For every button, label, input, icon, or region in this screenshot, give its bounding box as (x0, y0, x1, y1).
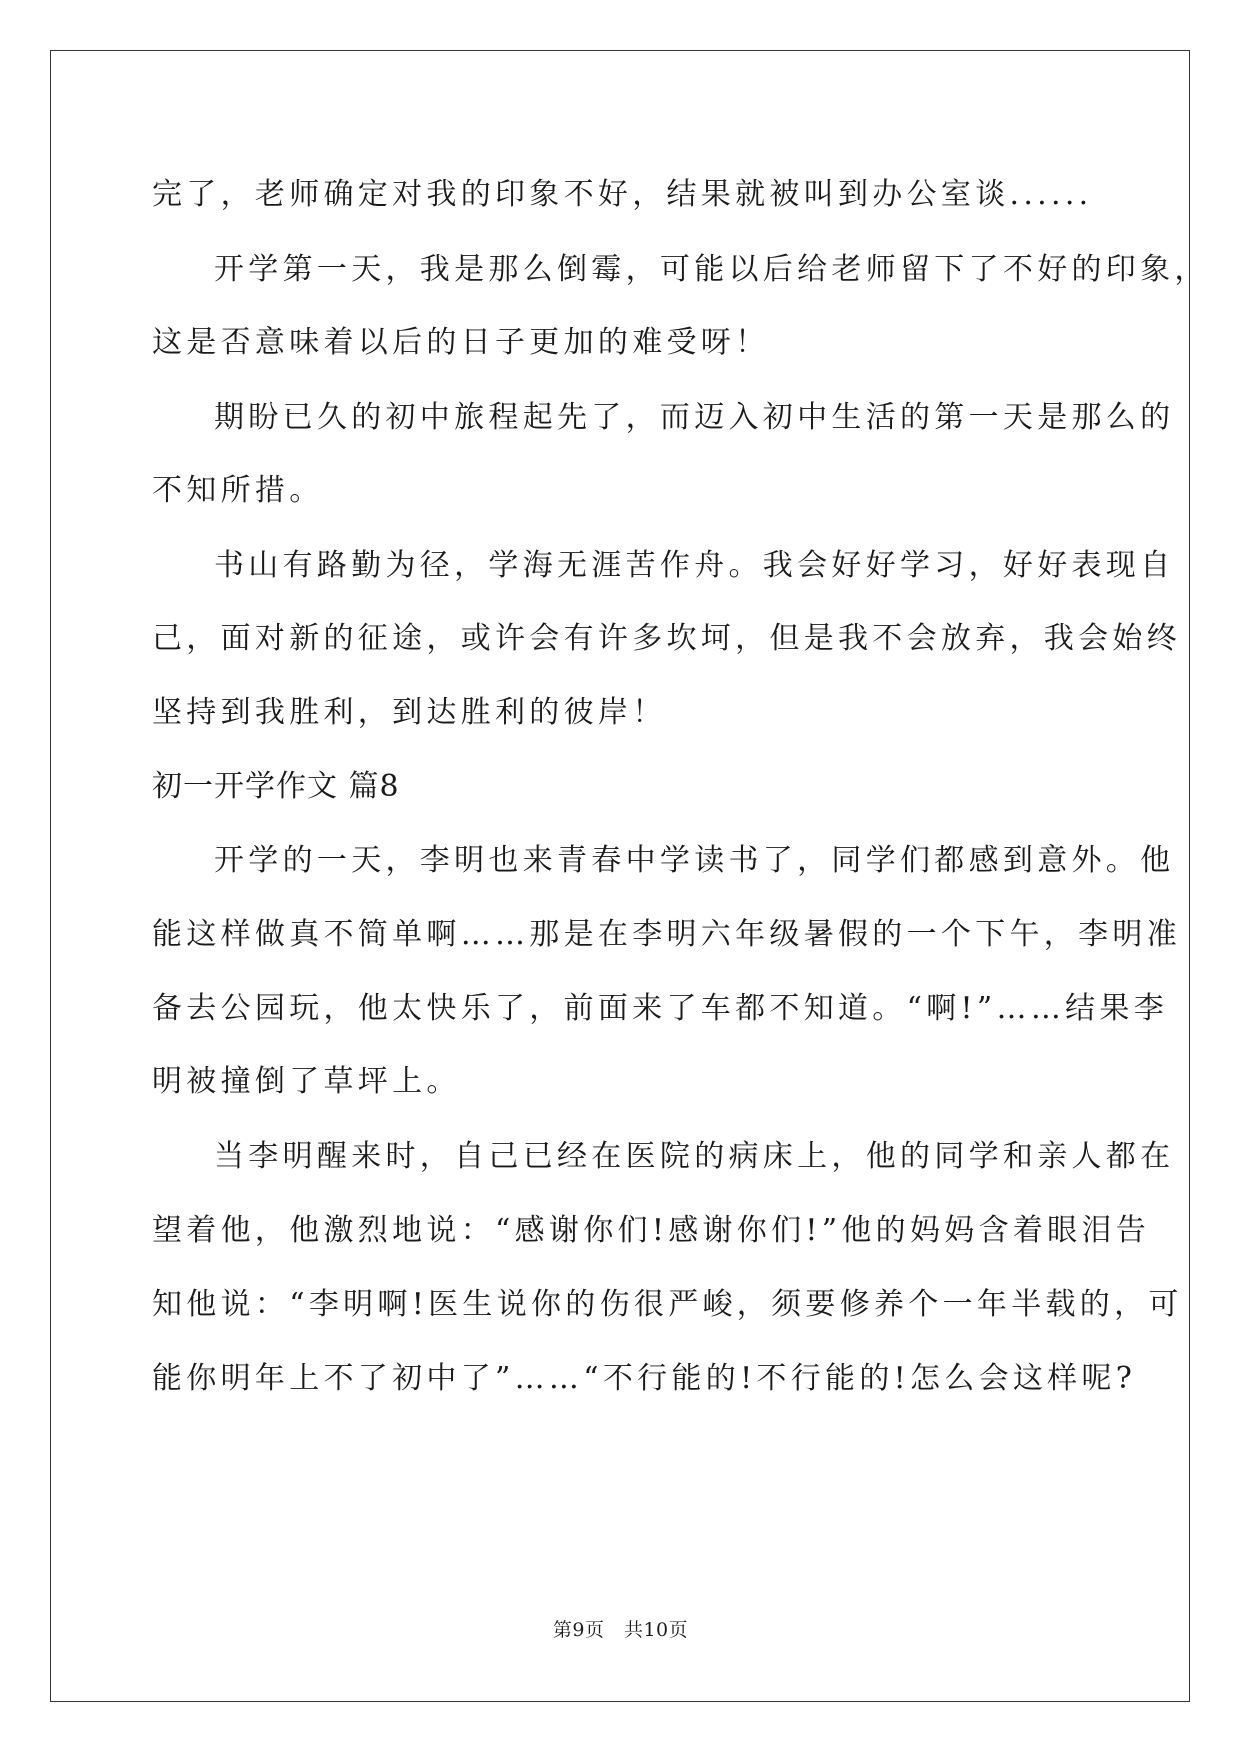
text-line-13: 明被撞倒了草坪上。 (152, 1064, 461, 1099)
page-number-footer: 第9页 共10页 (552, 1619, 689, 1641)
section-heading: 初一开学作文 篇8 (152, 769, 400, 804)
text-line-7: 己，面对新的征途，或许会有许多坎坷，但是我不会放弃，我会始终 (152, 621, 1181, 656)
text-line-2: 开学第一天，我是那么倒霉，可能以后给老师留下了不好的印象， (214, 252, 1209, 287)
text-line-1: 完了，老师确定对我的印象不好，结果就被叫到办公室谈...... (152, 177, 1093, 212)
text-line-17: 能你明年上不了初中了”……“不行能的!不行能的!怎么会这样呢? (152, 1361, 1137, 1396)
text-line-8: 坚持到我胜利，到达胜利的彼岸！ (152, 695, 667, 730)
text-line-12: 备去公园玩，他太快乐了，前面来了车都不知道。“啊!”……结果李 (152, 991, 1169, 1026)
text-line-11: 能这样做真不简单啊……那是在李明六年级暑假的一个下午，李明准 (152, 917, 1181, 952)
text-line-5: 不知所措。 (152, 473, 324, 508)
text-line-14: 当李明醒来时，自己已经在医院的病床上，他的同学和亲人都在 (214, 1139, 1175, 1174)
text-line-10: 开学的一天，李明也来青春中学读书了，同学们都感到意外。他 (214, 843, 1175, 878)
text-line-4: 期盼已久的初中旅程起先了，而迈入初中生活的第一天是那么的 (214, 400, 1175, 435)
text-line-15: 望着他，他激烈地说：“感谢你们!感谢你们!”他的妈妈含着眼泪告 (152, 1213, 1151, 1248)
text-line-3: 这是否意味着以后的日子更加的难受呀！ (152, 325, 770, 360)
text-line-16: 知他说：“李明啊!医生说你的伤很严峻，须要修养个一年半载的，可 (152, 1287, 1183, 1322)
text-line-6: 书山有路勤为径，学海无涯苦作舟。我会好好学习，好好表现自 (214, 548, 1175, 583)
